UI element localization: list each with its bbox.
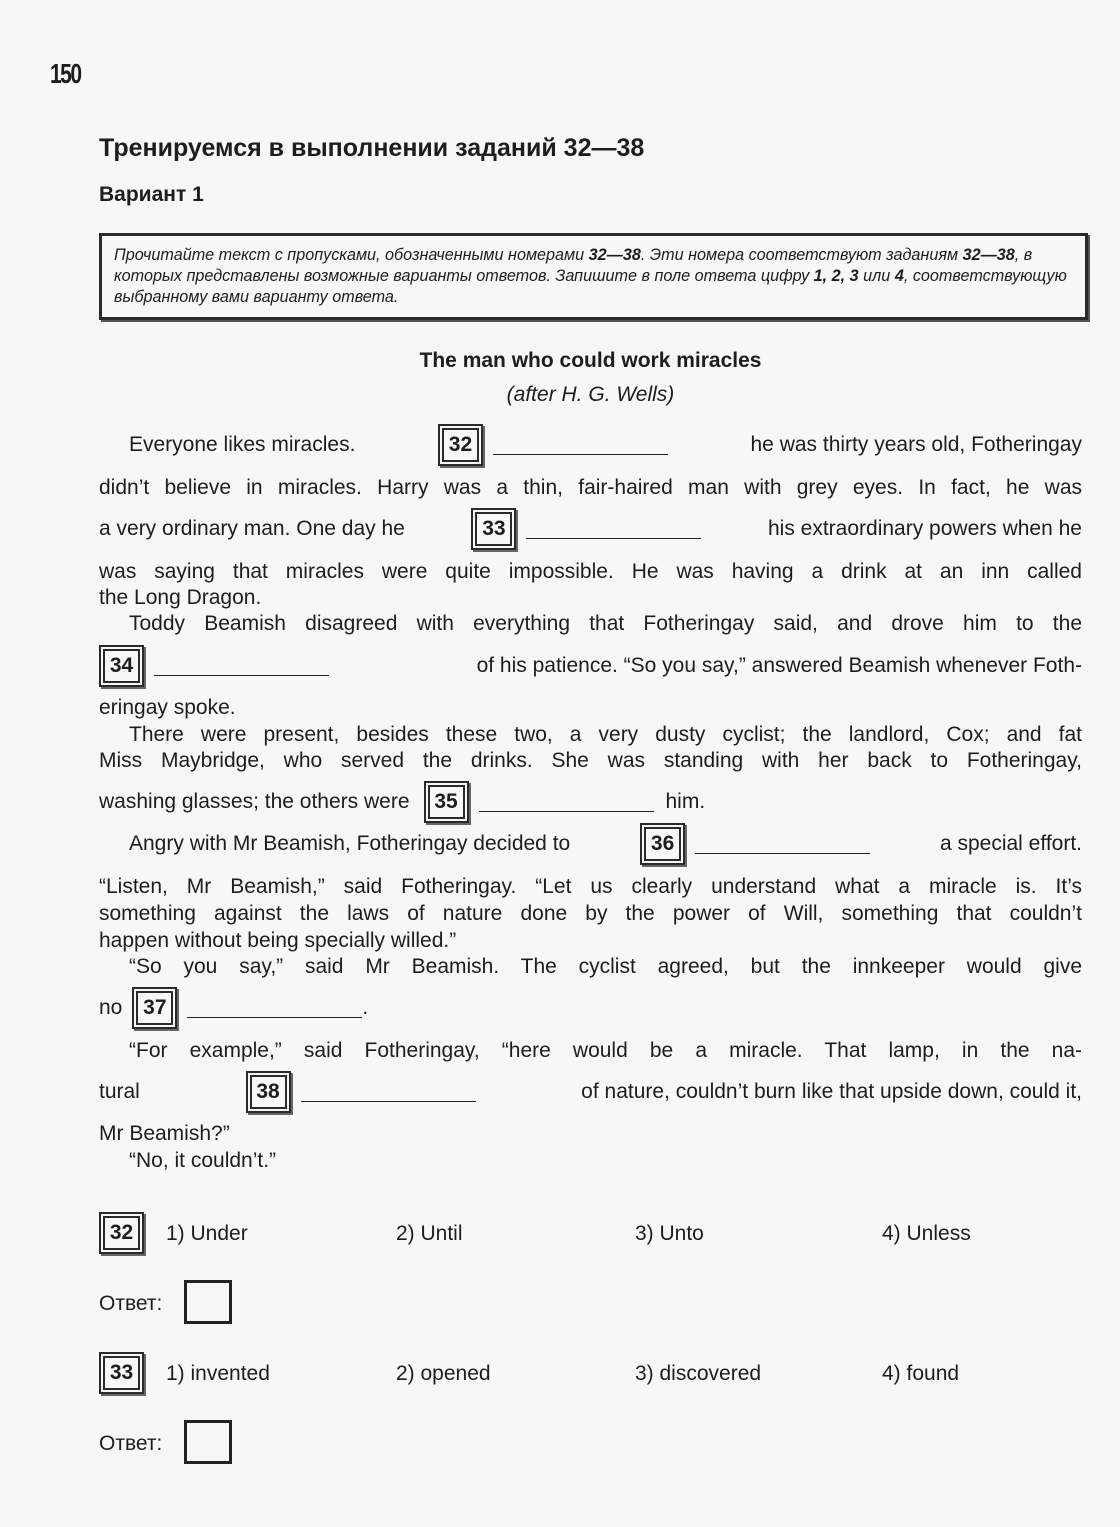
- story-title: The man who could work miracles: [419, 349, 762, 372]
- instr-bold: 32—38: [962, 246, 1015, 264]
- question-number-box: 33: [99, 1352, 144, 1394]
- gap-number-box: 38: [246, 1071, 291, 1113]
- question-32: [99, 1210, 1082, 1256]
- instructions-box: [99, 233, 1088, 320]
- blank-line[interactable]: [526, 520, 701, 539]
- blank-line[interactable]: [154, 657, 329, 676]
- answer-label: Ответ:: [99, 1432, 163, 1455]
- option-4[interactable]: 4) found: [882, 1362, 960, 1385]
- blank-line[interactable]: [493, 436, 668, 455]
- text-fragment: his extraordinary powers when he: [767, 517, 1082, 540]
- blank-line[interactable]: [479, 793, 654, 812]
- gap-35: [424, 781, 654, 823]
- instr-text: , соответствующую выбранному вами варианту ответа.: [114, 267, 1067, 306]
- instr-bold: 4: [894, 267, 904, 285]
- text-fragment: tural: [99, 1080, 140, 1103]
- gap-number-box: 34: [99, 645, 144, 687]
- gap-number-box: 35: [424, 781, 469, 823]
- gap-number-box: 33: [471, 508, 516, 550]
- text-fragment: a special effort.: [939, 832, 1082, 855]
- option-2[interactable]: 2) Until: [396, 1222, 463, 1245]
- text-fragment: of his patience. “So you say,” answered Beamish whenever Foth-: [476, 654, 1082, 677]
- text-fragment: Angry with Mr Beamish, Fotheringay decided to: [129, 832, 571, 855]
- text-line: Mr Beamish?”: [99, 1122, 230, 1145]
- text-fragment: of nature, couldn’t burn like that upside down, could it,: [581, 1080, 1082, 1103]
- text-line: There were present, besides these two, a very dusty cyclist; the landlord, Cox; and fat: [129, 723, 1082, 746]
- option-1[interactable]: 1) invented: [166, 1362, 270, 1385]
- instr-text: , в которых представлены возможные варианты ответов. Запишите в поле ответа цифру: [114, 246, 1033, 285]
- blank-line[interactable]: [301, 1083, 476, 1102]
- gap-36: [640, 823, 870, 865]
- option-4[interactable]: 4) Unless: [882, 1222, 971, 1245]
- gap-33: [471, 508, 701, 550]
- gap-number-box: 37: [132, 987, 177, 1029]
- option-2[interactable]: 2) opened: [396, 1362, 491, 1385]
- text-fragment: a very ordinary man. One day he: [99, 517, 405, 540]
- story-subtitle: (after H. G. Wells): [506, 383, 675, 406]
- text-fragment: .: [362, 996, 369, 1019]
- text-line: Toddy Beamish disagreed with everything that Fotheringay said, and drove him to the: [129, 612, 1082, 635]
- text-fragment: no: [99, 996, 123, 1019]
- instr-text: или: [858, 267, 895, 285]
- gap-number-box: 32: [438, 424, 483, 466]
- text-line: [99, 781, 1082, 823]
- gap-38: [246, 1071, 476, 1113]
- gap-34: [99, 645, 329, 687]
- text-line: [99, 645, 1082, 687]
- instr-text: Прочитайте текст с пропусками, обозначенными номерами: [114, 246, 589, 264]
- section-heading: Тренируемся в выполнении заданий 32—38: [99, 134, 645, 162]
- gap-32: [438, 424, 668, 466]
- text-line: something against the laws of nature done by the power of Will, something that couldn’t: [99, 902, 1082, 925]
- text-line: [99, 1071, 1082, 1113]
- question-number-box: 32: [99, 1212, 144, 1254]
- text-line: Miss Maybridge, who served the drinks. She was standing with her back to Fotheringay,: [99, 749, 1082, 772]
- page-number: 150: [50, 58, 81, 89]
- option-1[interactable]: 1) Under: [166, 1222, 248, 1245]
- text-line: [99, 508, 1082, 550]
- text-line: [99, 987, 1082, 1029]
- text-line: “Listen, Mr Beamish,” said Fotheringay. “Let us clearly understand what a miracle is. It’s: [99, 875, 1082, 898]
- instr-bold: 32—38: [588, 246, 641, 264]
- answer-box[interactable]: [184, 1420, 232, 1464]
- variant-label: Вариант 1: [99, 183, 204, 206]
- gap-number-box: 36: [640, 823, 685, 865]
- text-line: [99, 823, 1082, 865]
- text-fragment: him.: [665, 790, 706, 813]
- question-33: [99, 1350, 1082, 1396]
- text-fragment: Everyone likes miracles.: [129, 433, 356, 456]
- gap-37: [132, 987, 362, 1029]
- instr-text: . Эти номера соответствуют заданиям: [640, 246, 963, 264]
- option-3[interactable]: 3) discovered: [635, 1362, 762, 1385]
- text-line: didn’t believe in miracles. Harry was a thin, fair-haired man with grey eyes. In fact, he was: [99, 476, 1082, 499]
- text-fragment: he was thirty years old, Fotheringay: [750, 433, 1082, 456]
- text-line: eringay spoke.: [99, 696, 236, 719]
- answer-box[interactable]: [184, 1280, 232, 1324]
- answer-label: Ответ:: [99, 1292, 163, 1315]
- text-line: “No, it couldn’t.”: [129, 1149, 277, 1172]
- text-line: happen without being specially willed.”: [99, 929, 457, 952]
- instr-bold: 1, 2, 3: [813, 267, 859, 285]
- option-3[interactable]: 3) Unto: [635, 1222, 704, 1245]
- text-line: [99, 424, 1082, 466]
- text-line: “So you say,” said Mr Beamish. The cyclist agreed, but the innkeeper would give: [129, 955, 1082, 978]
- blank-line[interactable]: [695, 835, 870, 854]
- text-line: was saying that miracles were quite impossible. He was having a drink at an inn called: [99, 560, 1082, 583]
- blank-line[interactable]: [187, 999, 362, 1018]
- text-line: “For example,” said Fotheringay, “here would be a miracle. That lamp, in the na-: [129, 1039, 1082, 1062]
- text-line: the Long Dragon.: [99, 586, 262, 609]
- text-fragment: washing glasses; the others were: [99, 790, 410, 813]
